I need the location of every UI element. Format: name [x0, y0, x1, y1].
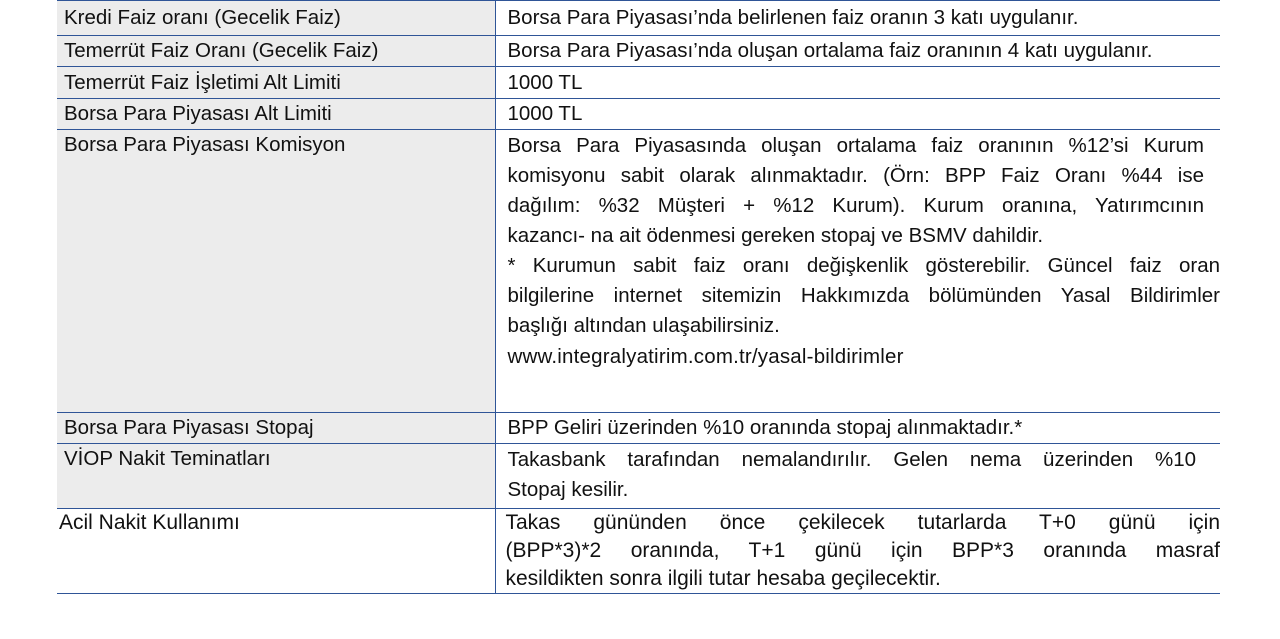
table-row — [57, 99, 1220, 130]
row-value — [495, 444, 1220, 509]
value-line: Takasbank tarafından nemalandırılır. Gelen nema üzerinden %10 — [507, 448, 1196, 471]
table-row — [57, 130, 1220, 413]
row-value — [495, 130, 1220, 413]
value-line: Borsa Para Piyasasında oluşan ortalama faiz oranının %12’si Kurum — [507, 134, 1204, 157]
value-line: * Kurumun sabit faiz oranı değişkenlik gösterebilir. Güncel faiz oran — [507, 254, 1220, 277]
row-value — [495, 509, 1220, 594]
row-label: Acil Nakit Kullanımı — [57, 509, 495, 594]
table-row — [57, 444, 1220, 509]
row-label: Borsa Para Piyasası Komisyon — [57, 130, 495, 413]
row-label: VİOP Nakit Teminatları — [57, 444, 495, 509]
value-line: başlığı altından ulaşabilirsiniz. — [507, 314, 780, 337]
fees-table — [57, 0, 1220, 594]
table-row — [57, 413, 1220, 444]
row-label: Kredi Faiz oranı (Gecelik Faiz) — [57, 1, 495, 36]
value-line: kesildikten sonra ilgili tutar hesaba geçilecektir. — [505, 567, 941, 590]
row-value: Borsa Para Piyasası’nda belirlenen faiz oranın 3 katı uygulanır. — [495, 1, 1220, 36]
value-line: (BPP*3)*2 oranında, T+1 günü için BPP*3 oranında masraf — [505, 539, 1220, 562]
value-line: dağılım: %32 Müşteri + %12 Kurum). Kurum oranına, Yatırımcının — [507, 194, 1204, 217]
value-line: kazancı- na ait ödenmesi gereken stopaj ve BSMV dahildir. — [507, 224, 1044, 247]
row-value: 1000 TL — [495, 99, 1220, 130]
table-row — [57, 36, 1220, 67]
table-row — [57, 67, 1220, 99]
row-value: Borsa Para Piyasası’nda oluşan ortalama faiz oranının 4 katı uygulanır. — [495, 36, 1220, 67]
row-value: 1000 TL — [495, 67, 1220, 99]
value-line: Takas gününden önce çekilecek tutarlarda T+0 günü için — [505, 511, 1220, 534]
row-label: Borsa Para Piyasası Stopaj — [57, 413, 495, 444]
row-value: BPP Geliri üzerinden %10 oranında stopaj alınmaktadır.* — [495, 413, 1220, 444]
table-row — [57, 509, 1220, 594]
value-line: bilgilerine internet sitemizin Hakkımızda bölümünden Yasal Bildirimler — [507, 284, 1220, 307]
table-row — [57, 1, 1220, 36]
row-label: Temerrüt Faiz Oranı (Gecelik Faiz) — [57, 36, 495, 67]
value-line: Stopaj kesilir. — [507, 478, 629, 501]
value-line: komisyonu sabit olarak alınmaktadır. (Örn: BPP Faiz Oranı %44 ise — [507, 164, 1204, 187]
legal-notices-link[interactable]: www.integralyatirim.com.tr/yasal-bildirimler — [507, 345, 904, 368]
row-label: Temerrüt Faiz İşletimi Alt Limiti — [57, 67, 495, 99]
row-label: Borsa Para Piyasası Alt Limiti — [57, 99, 495, 130]
